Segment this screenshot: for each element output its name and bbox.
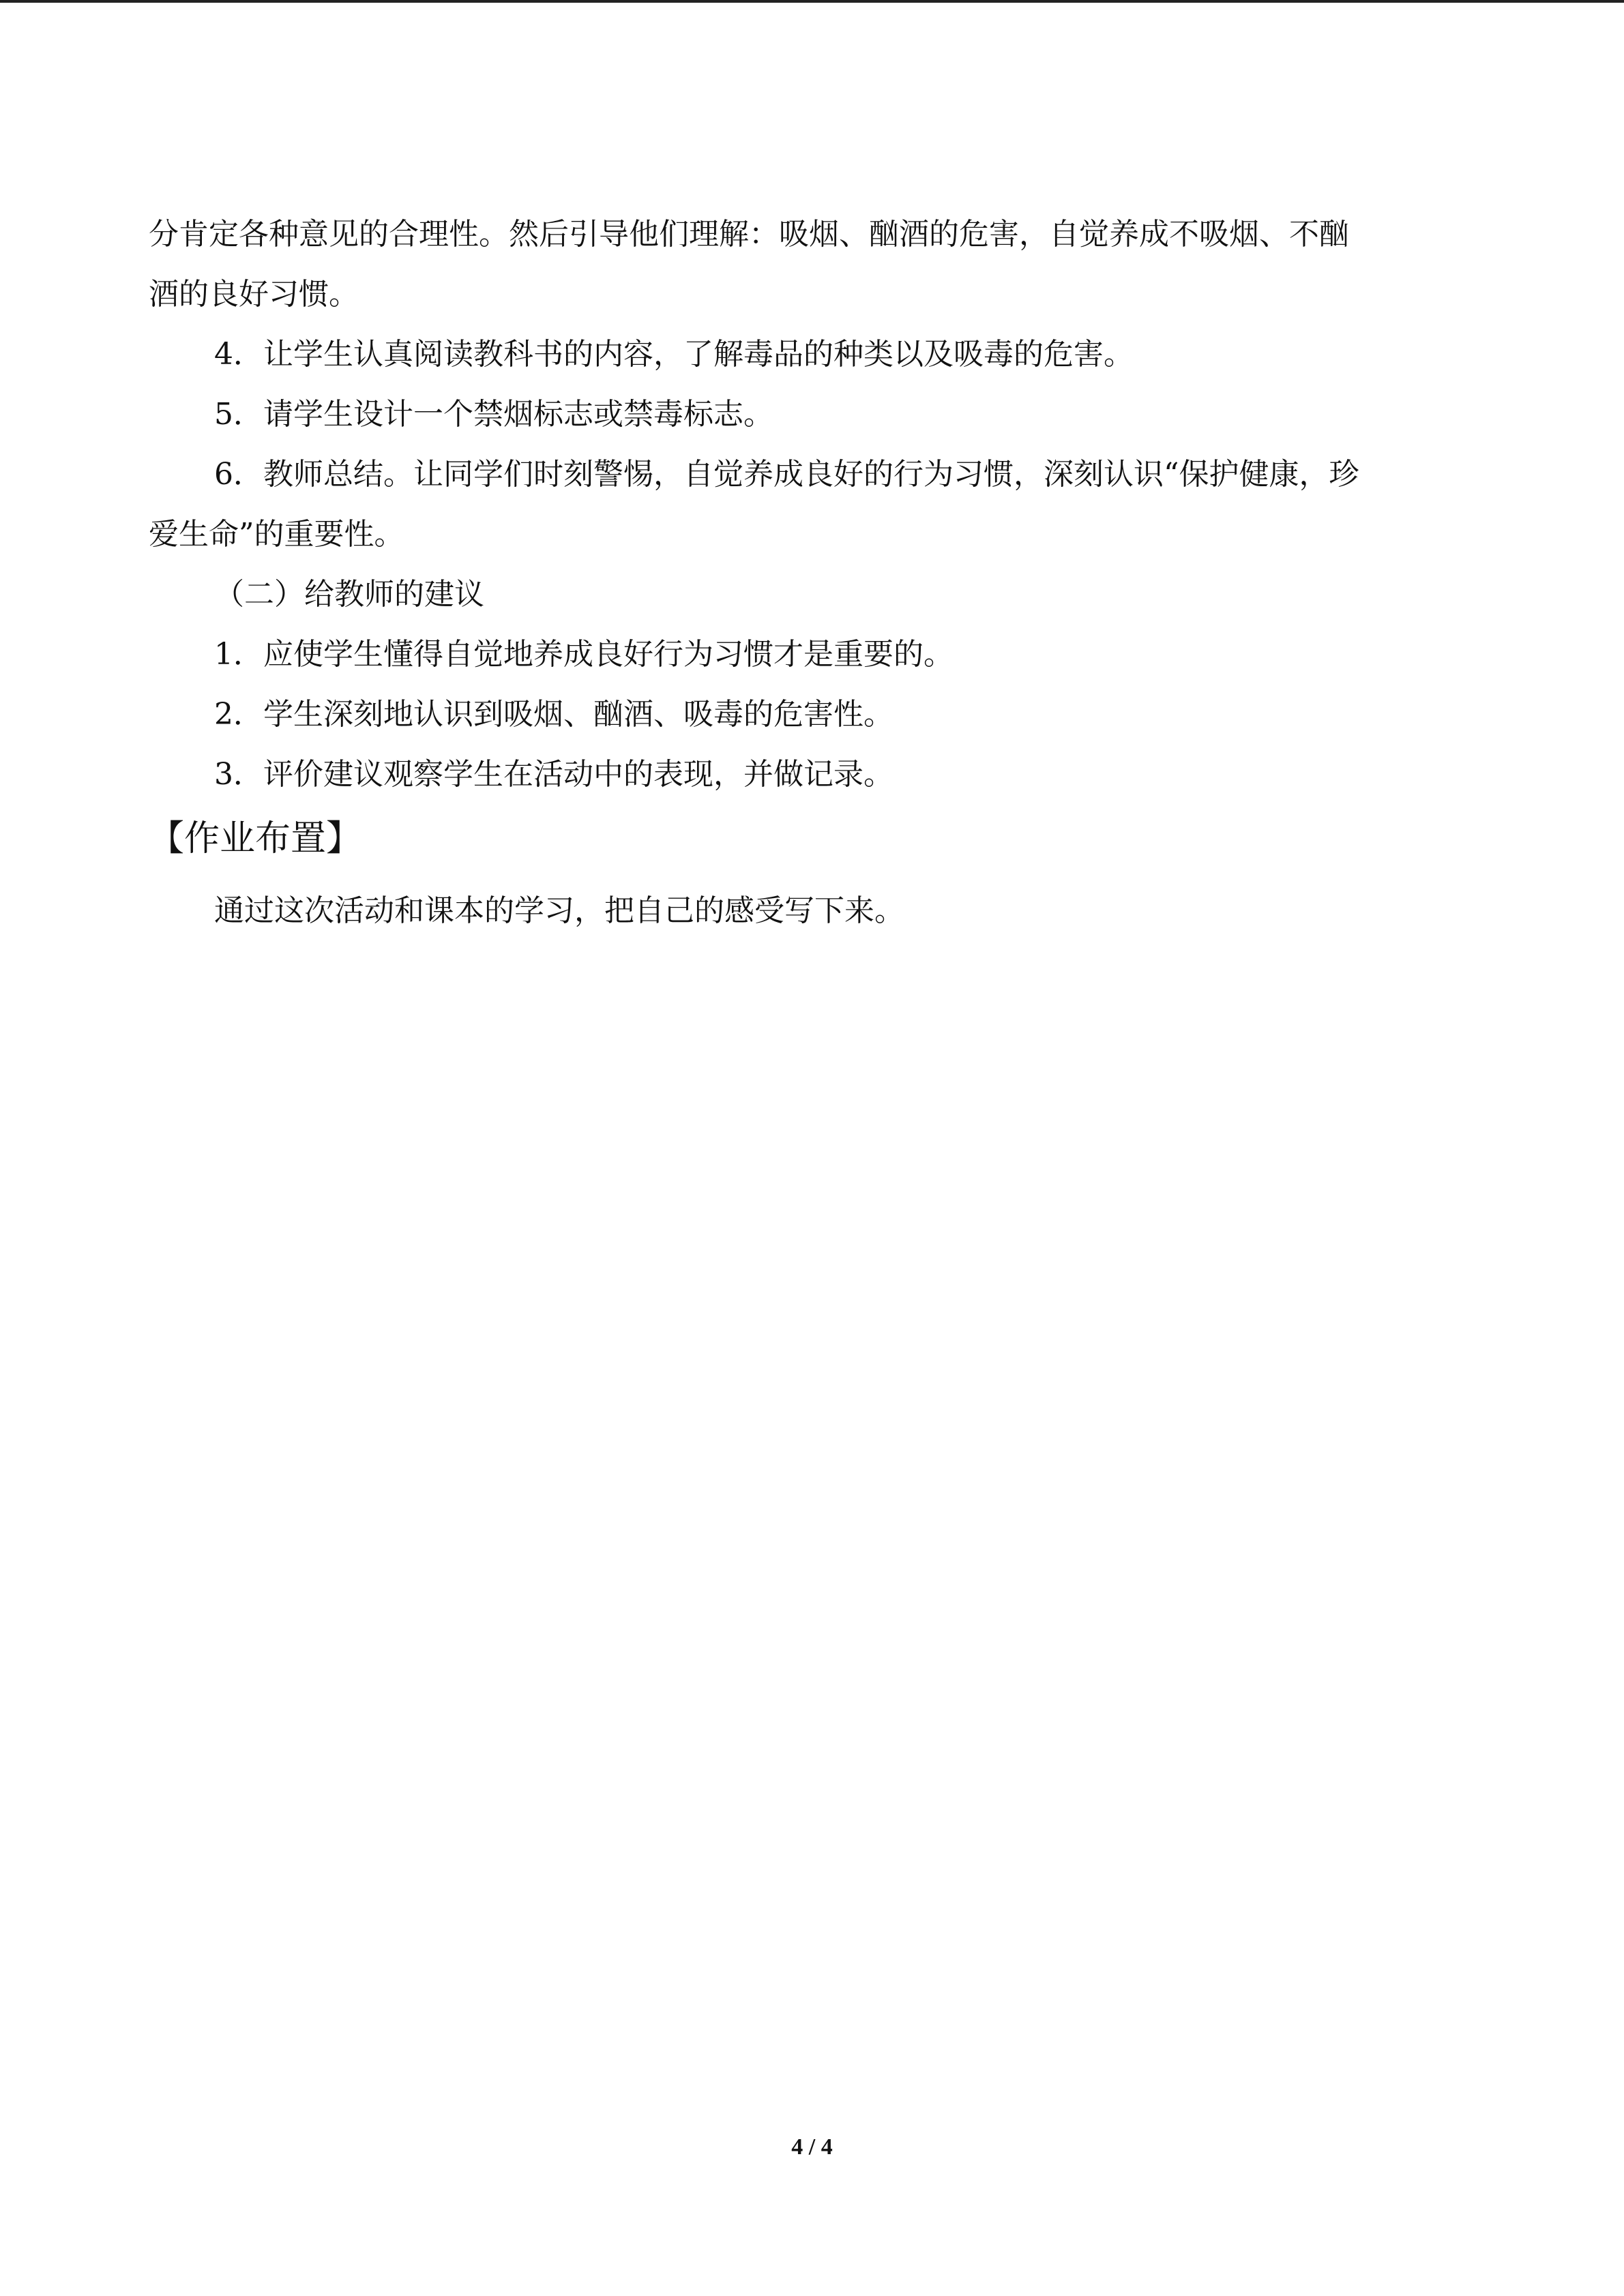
list-item-6: 6．教师总结。让同学们时刻警惕，自觉养成良好的行为习惯，深刻认识“保护健康，珍	[214, 457, 1359, 492]
suggestion-item-2: 2．学生深刻地认识到吸烟、酗酒、吸毒的危害性。	[214, 697, 894, 732]
homework-text: 通过这次活动和课本的学习，把自己的感受写下来。	[214, 893, 904, 928]
top-border-line	[0, 0, 1624, 3]
page-number: 4 / 4	[791, 2134, 833, 2160]
section-subheading: （二）给教师的建议	[214, 577, 484, 612]
paragraph-line: 酒的良好习惯。	[149, 277, 359, 312]
paragraph-line: 爱生命”的重要性。	[149, 517, 404, 552]
homework-heading: 【作业布置】	[149, 818, 362, 859]
list-item-4: 4．让学生认真阅读教科书的内容，了解毒品的种类以及吸毒的危害。	[214, 337, 1134, 372]
suggestion-item-3: 3．评价建议观察学生在活动中的表现，并做记录。	[214, 757, 894, 792]
paragraph-line: 分肯定各种意见的合理性。然后引导他们理解：吸烟、酗酒的危害，自觉养成不吸烟、不酗	[149, 217, 1349, 252]
document-body	[149, 205, 1486, 941]
suggestion-item-1: 1．应使学生懂得自觉地养成良好行为习惯才是重要的。	[214, 637, 954, 672]
list-item-5: 5．请学生设计一个禁烟标志或禁毒标志。	[214, 397, 773, 432]
